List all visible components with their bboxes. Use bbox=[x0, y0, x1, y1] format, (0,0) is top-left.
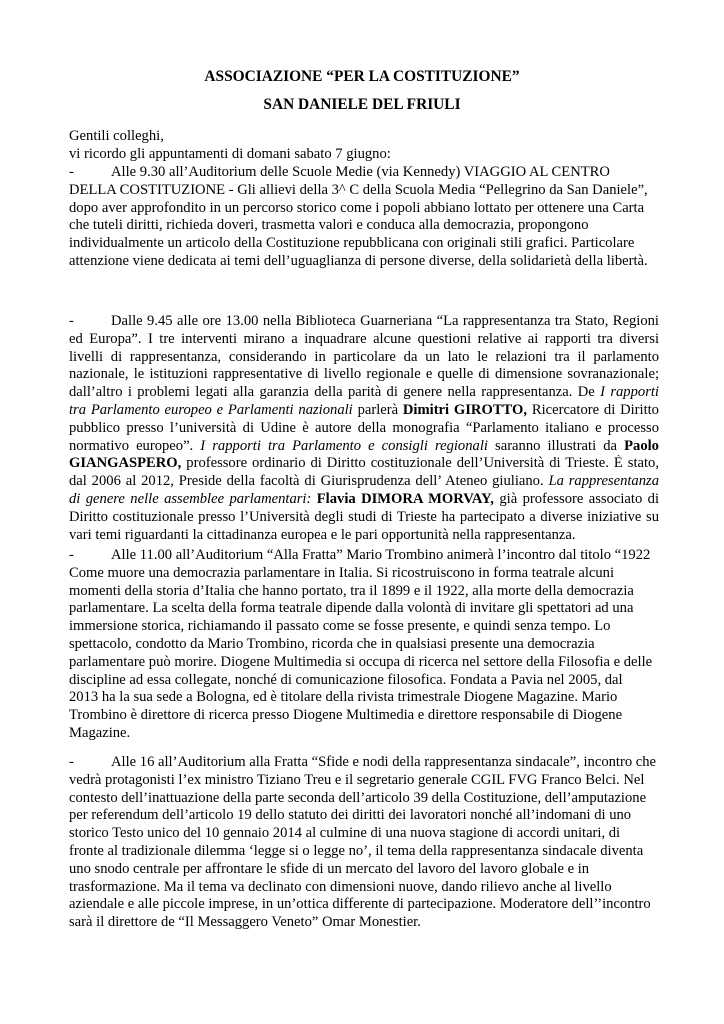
intro bbox=[69, 128, 659, 164]
intro-line: vi ricordo gli appuntamenti di domani sabato 7 giugno: bbox=[69, 145, 391, 162]
item-4 bbox=[69, 754, 659, 932]
item-2-line: GIANGASPERO, professore ordinario di Diritto costituzionale dell’Università di Trieste. È stato, bbox=[69, 455, 659, 472]
speaker-name: Flavia DIMORA MORVAY, bbox=[316, 490, 494, 507]
bullet-dash: - bbox=[69, 313, 74, 329]
item-1-line: dopo aver approfondito in un percorso storico come i popoli abbiano lottato per ottenere una Carta bbox=[69, 199, 645, 216]
item-3-line: - Alle 11.00 all’Auditorium “Alla Fratta” Mario Trombino animerà l’incontro dal titolo “1922 bbox=[69, 547, 651, 563]
item-3 bbox=[69, 547, 659, 743]
item-3-line: spettacolo, condotto da Mario Trombino, ricorda che in qualsiasi presente una democrazia bbox=[69, 635, 595, 652]
item-2-line: Diritto costituzionale presso l’Università degli studi di Trieste ha partecipato a diverse iniziative su bbox=[69, 508, 659, 525]
item-2-line: vari temi riguardanti la cittadinanza europea e le pari opportunità nella rappresentanza. bbox=[69, 526, 576, 543]
item-4-line: per referendum dell’articolo 19 dello statuto dei diritti dei lavoratori nonché all’indomani di uno bbox=[69, 807, 632, 824]
item-4-line: fronte al tradizionale dilemma ‘legge si o legge no’, il tema della rappresentanza sindacale diventa bbox=[69, 842, 644, 859]
item-2-line: di genere nelle assemblee parlamentari: Flavia DIMORA MORVAY, già professore associato di bbox=[69, 490, 659, 507]
item-2-line: tra Parlamento europeo e Parlamenti nazionali parlerà Dimitri GIROTTO, Ricercatore di Diritto bbox=[69, 401, 659, 418]
item-4-line: aziendale e alle piccole imprese, in un’ottica differente di partecipazione. Moderatore dell’’incontro bbox=[69, 896, 651, 913]
item-3-line: Trombino è direttore di ricerca presso Diogene Multimedia e direttore responsabile di Diogene bbox=[69, 707, 623, 724]
speaker-name: Dimitri GIROTTO, bbox=[402, 401, 528, 418]
item-1-line: individualmente un articolo della Costituzione repubblicana con originali stili grafici. Particolare bbox=[69, 235, 635, 252]
bullet-dash: - bbox=[69, 754, 74, 770]
item-2-line: nazionale, le istituzioni rappresentative di livello regionale e quelle di dimensione sovranazionale; bbox=[69, 366, 659, 383]
item-3-line: momenti della storia d’Italia che hanno portato, tra il 1899 e il 1922, alla morte della democrazia bbox=[69, 582, 634, 599]
item-3-line: parlamentare può morire. Diogene Multimedia si occupa di ricerca nel settore della Filosofia e delle bbox=[69, 653, 653, 670]
document-title: ASSOCIAZIONE “PER LA COSTITUZIONE” bbox=[204, 68, 520, 85]
greeting: Gentili colleghi, bbox=[69, 128, 164, 144]
item-3-line: 2013 ha la sua sede a Bologna, ed è titolare della rivista trimestrale Diogene Magazine. Mario bbox=[69, 689, 618, 706]
item-1 bbox=[69, 164, 659, 271]
item-1-line: - Alle 9.30 all’Auditorium delle Scuole Medie (via Kennedy) VIAGGIO AL CENTRO bbox=[69, 164, 610, 180]
bullet-dash: - bbox=[69, 164, 74, 180]
item-3-line: immersione storica, richiamando il passato come se fosse presente, e quindi senza tempo. Lo bbox=[69, 618, 611, 635]
document-subtitle: SAN DANIELE DEL FRIULI bbox=[263, 96, 461, 113]
speaker-name: Paolo bbox=[624, 437, 659, 454]
item-3-line: discipline ad essa collegate, nonché di comunicazione filosofica. Fondata a Pavia nel 2005, dal bbox=[69, 671, 623, 688]
item-3-line: Magazine. bbox=[69, 724, 131, 741]
item-1-line: DELLA COSTITUZIONE - Gli allievi della 3^ C della Scuola Media “Pellegrino da San Daniele”, bbox=[69, 181, 648, 198]
item-2-line: - Dalle 9.45 alle ore 13.00 nella Biblioteca Guarneriana “La rappresentanza tra Stato, Regioni bbox=[69, 313, 659, 329]
item-2-line: pubblico presso l’università di Udine è autore della monografia “Parlamento italiano e processo bbox=[69, 419, 659, 436]
item-2-line: normativo europeo”. I rapporti tra Parlamento e consigli regionali saranno illustrati da Paolo bbox=[69, 437, 659, 454]
item-2 bbox=[69, 313, 659, 544]
item-4-line: storico Testo unico del 10 gennaio 2014 al culmine di una nuova stagione di accordi unitari, di bbox=[69, 825, 621, 842]
item-2-line: dall’altro i problemi legati alla garanzia della parità di genere nella rappresentanza. De I rapporti bbox=[69, 384, 659, 401]
item-4-line: uno snodo centrale per affrontare le sfide di un mercato del lavoro del lavoro globale e in bbox=[69, 860, 590, 877]
item-3-line: Come muore una democrazia parlamentare in Italia. Si ricostruiscono in forma teatrale alcuni bbox=[69, 564, 615, 581]
item-4-line: contesto dell’inattuazione della parte seconda dell’articolo 39 della Costituzione, dell’amputazione bbox=[69, 789, 647, 806]
bullet-dash: - bbox=[69, 547, 74, 563]
item-2-line: ed Europa”. I tre interventi mirano a inquadrare alcune questioni relative ai rapporti tra diversi bbox=[69, 330, 659, 347]
item-1-line: che tuteli diritti, richieda doveri, trasmetta valori e conduca alla democrazia, propongono bbox=[69, 217, 589, 234]
item-1-line: attenzione viene dedicata ai temi dell’uguaglianza di persone diverse, della solidarietà della libertà. bbox=[69, 252, 648, 269]
item-2-line: dal 2006 al 2012, Preside della facoltà di Giurisprudenza dell’ Ateneo giuliano. La rappresentanza bbox=[69, 473, 659, 490]
item-4-line: - Alle 16 all’Auditorium alla Fratta “Sfide e nodi della rappresentanza sindacale”, incontro che bbox=[69, 754, 657, 770]
item-2-line: livelli di rappresentanza, considerando in particolare da un lato le relazioni tra il parlamento bbox=[69, 348, 659, 365]
item-3-line: parlamentare. La scelta della forma teatrale dipende dalla volontà di invitare gli spettatori ad una bbox=[69, 600, 634, 617]
item-4-line: trasformazione. Ma il tema va declinato con dimensioni nuove, dando rilievo anche al livello bbox=[69, 878, 612, 895]
speaker-name: GIANGASPERO, bbox=[69, 455, 182, 472]
item-4-line: sarà il direttore de “Il Messaggero Veneto” Omar Monestier. bbox=[69, 914, 421, 931]
item-4-line: vedrà protagonisti l’ex ministro Tiziano Treu e il segretario generale CGIL FVG Franco Belci. Nel bbox=[69, 771, 645, 788]
